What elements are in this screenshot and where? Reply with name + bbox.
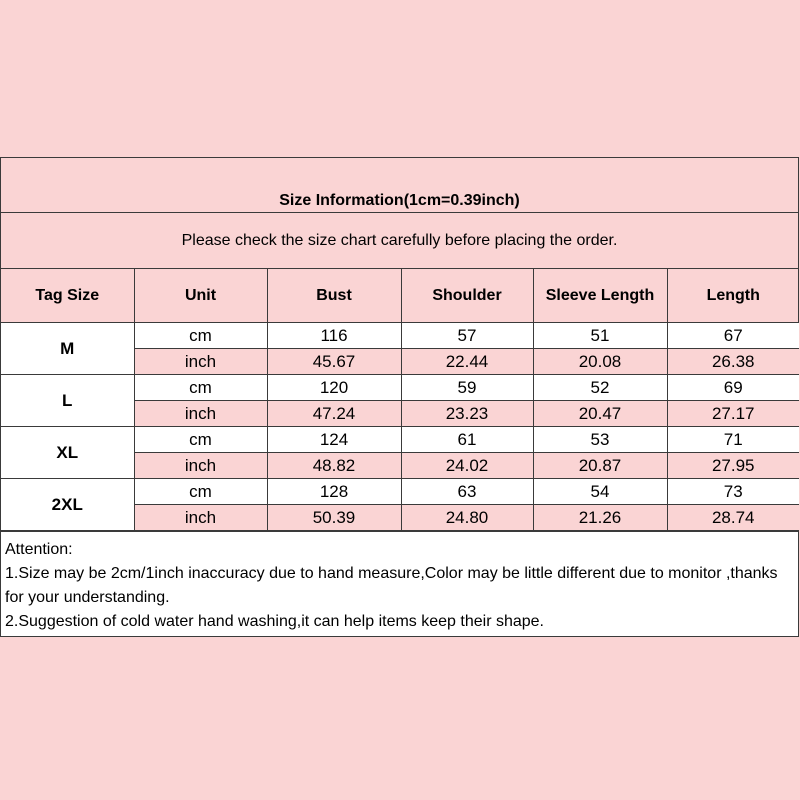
- chart-note: Please check the size chart carefully before placing the order.: [181, 231, 618, 249]
- length-cell: 27.95: [667, 453, 799, 479]
- header-shoulder: Shoulder: [401, 269, 533, 323]
- length-cell: 28.74: [667, 505, 799, 531]
- length-cell: 73: [667, 479, 799, 505]
- table-row: [1, 479, 799, 505]
- attention-heading: Attention:: [5, 541, 73, 558]
- attention-line-1: 1.Size may be 2cm/1inch inaccuracy due to hand measure,Color may be little different due to monitor ,thanks for your understanding.: [5, 565, 778, 606]
- length-cell: 71: [667, 427, 799, 453]
- shoulder-cell: 24.02: [401, 453, 533, 479]
- sleeve-length-cell: 20.47: [533, 401, 667, 427]
- sleeve-length-cell: 54: [533, 479, 667, 505]
- unit-cell: cm: [134, 323, 267, 349]
- shoulder-cell: 61: [401, 427, 533, 453]
- sleeve-length-cell: 53: [533, 427, 667, 453]
- header-bust: Bust: [267, 269, 401, 323]
- header-row: [1, 269, 799, 323]
- unit-cell: cm: [134, 427, 267, 453]
- bust-cell: 116: [267, 323, 401, 349]
- size-table: [1, 269, 799, 531]
- shoulder-cell: 59: [401, 375, 533, 401]
- size-chart: [0, 157, 799, 637]
- header-sleeve-length: Sleeve Length: [533, 269, 667, 323]
- table-row: [1, 427, 799, 453]
- table-row: [1, 323, 799, 349]
- table-row: [1, 375, 799, 401]
- chart-title: Size Information(1cm=0.39inch): [279, 192, 520, 209]
- shoulder-cell: 24.80: [401, 505, 533, 531]
- bust-cell: 124: [267, 427, 401, 453]
- sleeve-length-cell: 51: [533, 323, 667, 349]
- unit-cell: inch: [134, 349, 267, 375]
- tag-size-cell: 2XL: [1, 479, 134, 531]
- attention-line-2: 2.Suggestion of cold water hand washing,it can help items keep their shape.: [5, 613, 544, 630]
- sleeve-length-cell: 21.26: [533, 505, 667, 531]
- shoulder-cell: 23.23: [401, 401, 533, 427]
- length-cell: 69: [667, 375, 799, 401]
- shoulder-cell: 22.44: [401, 349, 533, 375]
- header-tag-size: Tag Size: [1, 269, 134, 323]
- shoulder-cell: 63: [401, 479, 533, 505]
- chart-title-row: [1, 158, 798, 213]
- tag-size-cell: M: [1, 323, 134, 375]
- chart-note-row: [1, 213, 798, 269]
- tag-size-cell: L: [1, 375, 134, 427]
- length-cell: 26.38: [667, 349, 799, 375]
- shoulder-cell: 57: [401, 323, 533, 349]
- header-length: Length: [667, 269, 799, 323]
- bust-cell: 45.67: [267, 349, 401, 375]
- header-unit: Unit: [134, 269, 267, 323]
- bust-cell: 48.82: [267, 453, 401, 479]
- unit-cell: inch: [134, 453, 267, 479]
- attention-notes: [1, 531, 798, 636]
- unit-cell: cm: [134, 375, 267, 401]
- unit-cell: inch: [134, 505, 267, 531]
- sleeve-length-cell: 20.87: [533, 453, 667, 479]
- tag-size-cell: XL: [1, 427, 134, 479]
- unit-cell: cm: [134, 479, 267, 505]
- bust-cell: 50.39: [267, 505, 401, 531]
- sleeve-length-cell: 52: [533, 375, 667, 401]
- sleeve-length-cell: 20.08: [533, 349, 667, 375]
- length-cell: 67: [667, 323, 799, 349]
- bust-cell: 47.24: [267, 401, 401, 427]
- length-cell: 27.17: [667, 401, 799, 427]
- unit-cell: inch: [134, 401, 267, 427]
- bust-cell: 120: [267, 375, 401, 401]
- bust-cell: 128: [267, 479, 401, 505]
